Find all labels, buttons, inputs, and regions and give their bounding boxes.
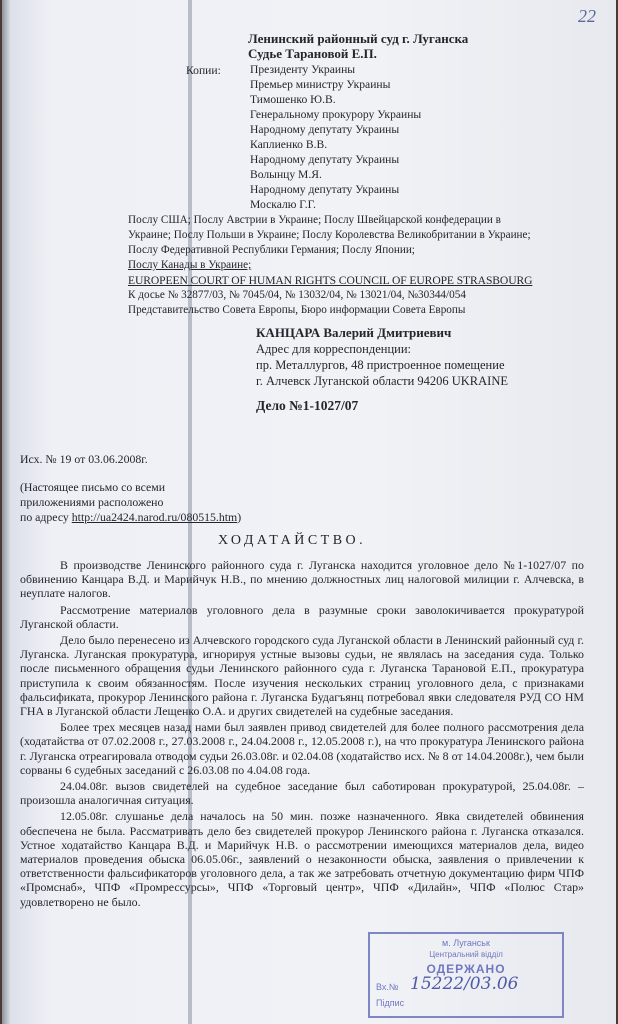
copy-recipient: Президенту Украины bbox=[250, 63, 356, 76]
ambassador-line: Послу Канады в Украине; bbox=[128, 259, 252, 271]
recipient-court bbox=[248, 31, 468, 61]
stamp-in-number: 15222/03.06 bbox=[410, 974, 519, 994]
document-title: ХОДАТАЙСТВО. bbox=[218, 533, 367, 548]
document-link[interactable]: http://ua2424.narod.ru/080515.htm bbox=[71, 510, 238, 524]
sender-name: КАНЦАРА Валерий Дмитриевич bbox=[256, 325, 452, 340]
copy-recipient: Народному депутату Украины bbox=[250, 183, 400, 196]
council-line: Представительство Совета Европы, Бюро информации Совета Европы bbox=[128, 304, 466, 316]
copies-label: Копии: bbox=[186, 64, 221, 77]
court-name: Ленинский районный суд г. Луганска bbox=[248, 31, 469, 46]
online-note bbox=[20, 480, 241, 525]
copies-list bbox=[250, 62, 421, 212]
stamp-office: Центральний відділ bbox=[429, 950, 503, 959]
stamp-city: м. Луганськ bbox=[442, 938, 490, 948]
page-edge-shadow bbox=[2, 0, 10, 1024]
echr-line: EUROPEEN COURT OF HUMAN RIGHTS COUNCIL OF EUROPE STRASBOURG bbox=[128, 274, 533, 287]
note-line: приложениями расположено bbox=[20, 495, 164, 509]
copy-recipient: Народному депутату Украины bbox=[250, 153, 400, 166]
judge-name: Судье Тарановой Е.П. bbox=[248, 46, 377, 61]
petition-body bbox=[20, 558, 584, 911]
body-paragraph: 24.04.08г. вызов свидетелей на судебное заседание был саботирован прокуратурой, 25.04.08г. –произошла аналогичная ситуация. bbox=[20, 779, 584, 808]
copy-recipient: Каплиенко В.В. bbox=[250, 138, 328, 151]
ambassadors-block bbox=[128, 213, 578, 318]
stamp-received: ОДЕРЖАНО bbox=[426, 962, 506, 976]
dossier-line: К досье № 32877/03, № 7045/04, № 13032/04, № 13021/04, №30344/054 bbox=[128, 289, 466, 301]
sender-address-label: Адрес для корреспонденции: bbox=[256, 342, 412, 356]
copy-recipient: Генеральному прокурору Украины bbox=[250, 108, 422, 121]
outgoing-number: Исх. № 19 от 03.06.2008г. bbox=[20, 452, 148, 466]
sender-address-line: пр. Металлургов, 48 пристроенное помещение bbox=[256, 358, 505, 372]
body-paragraph: Рассмотрение материалов уголовного дела в разумные сроки заволокичивается прокуратурой Луганской области. bbox=[20, 602, 584, 631]
stamp-signature-label: Підпис bbox=[376, 998, 405, 1008]
note-line: (Настоящее письмо со всеми bbox=[20, 480, 166, 494]
ambassador-line: Послу США; Послу Австрии в Украине; Послу Швейцарской конфедерации в bbox=[128, 214, 501, 226]
copy-recipient: Тимошенко Ю.В. bbox=[250, 93, 336, 106]
sender-address-city: г. Алчевск Луганской области 94206 UKRAINE bbox=[256, 374, 509, 388]
stamp-in-label: Вх.№ bbox=[376, 982, 399, 992]
copy-recipient: Народному депутату Украины bbox=[250, 123, 400, 136]
body-paragraph: В производстве Ленинского районного суда г. Луганска находится уголовное дело №1-1027/07 по обвинению Канцара В.Д. и Марийчук Н.В., по мнению должностных лиц налоговой милиции г. Алчевска, в неуплате налогов. bbox=[20, 558, 584, 601]
note-suffix: ) bbox=[237, 510, 242, 524]
sender-block bbox=[256, 325, 508, 389]
copy-recipient: Москалю Г.Г. bbox=[250, 198, 316, 211]
copy-recipient: Волынцу М.Я. bbox=[250, 168, 322, 181]
page-number: 22 bbox=[578, 6, 596, 26]
body-paragraph: Более трех месяцев назад нами был заявлен привод свидетелей для более полного рассмотрения дела (ходатайства от 07.02.2008 г., 27.03.2008 г., 24.04.2008 г., 12.05.2008 г.), на что прокуратура Ленинского района г. Луганска отреагировала отводом судьи 26.03.08г. и 02.04.08 (ходатайство исх. № 8 от 14.04.2008г.), чем были сорваны 6 судебных заседаний с 26.03.08 по 4.04.08 года. bbox=[20, 720, 584, 777]
ambassador-line: Украине; Послу Польши в Украине; Послу Королевства Великобритании в Украине; bbox=[128, 229, 531, 241]
body-paragraph: Дело было перенесено из Алчевского городского суда Луганской области в Ленинский районный суд г. Луганска. Луганская прокуратура, игнорируя устные вызовы судьи, не являлась на заседания суда. Только после письменного обращения судьи Ленинского районного суда г. Луганска Тарановой Е.П., прокуратура приступила к своим обязанностям. После изучения нескольких страниц уголовного дела, с признаками фальсификата, прокурор Ленинского района г. Луганска Будагъянц потребовал явки следователя РУД СО НМ ГНА в Луганской области Лещенко О.А. и других свидетелей на судебные заседания. bbox=[20, 633, 584, 719]
note-line bbox=[20, 510, 241, 525]
received-stamp bbox=[368, 932, 564, 1018]
note-prefix: по адресу bbox=[20, 510, 72, 524]
case-number: Дело №1-1027/07 bbox=[256, 398, 359, 413]
ambassador-line: Послу Федеративной Республики Германия; Послу Японии; bbox=[128, 244, 415, 256]
copy-recipient: Премьер министру Украины bbox=[250, 78, 391, 91]
body-paragraph: 12.05.08г. слушанье дела началось на 50 мин. позже назначенного. Явка свидетелей обвинения обеспечена не была. Рассматривать дело без свидетелей прокурор Ленинского района г. Луганска отказался. Устное ходатайство Канцара В.Д. и Марийчук Н.В. о рассмотрении имеющихся материалов дела, видео материалов проведения обыска 06.05.06г., заявлений о незаконности обыска, заявления о привлечении к ответственности фальсификаторов уголовного дела, а так же затребовать отчетную документацию фирм ЧПФ «Промснаб», ЧПФ «Промрессурсы», ЧПФ «Торговый центр», ЧПФ «Дилайн», ЧПФ «Полюс Стар» удовлетворено не было. bbox=[20, 809, 584, 909]
